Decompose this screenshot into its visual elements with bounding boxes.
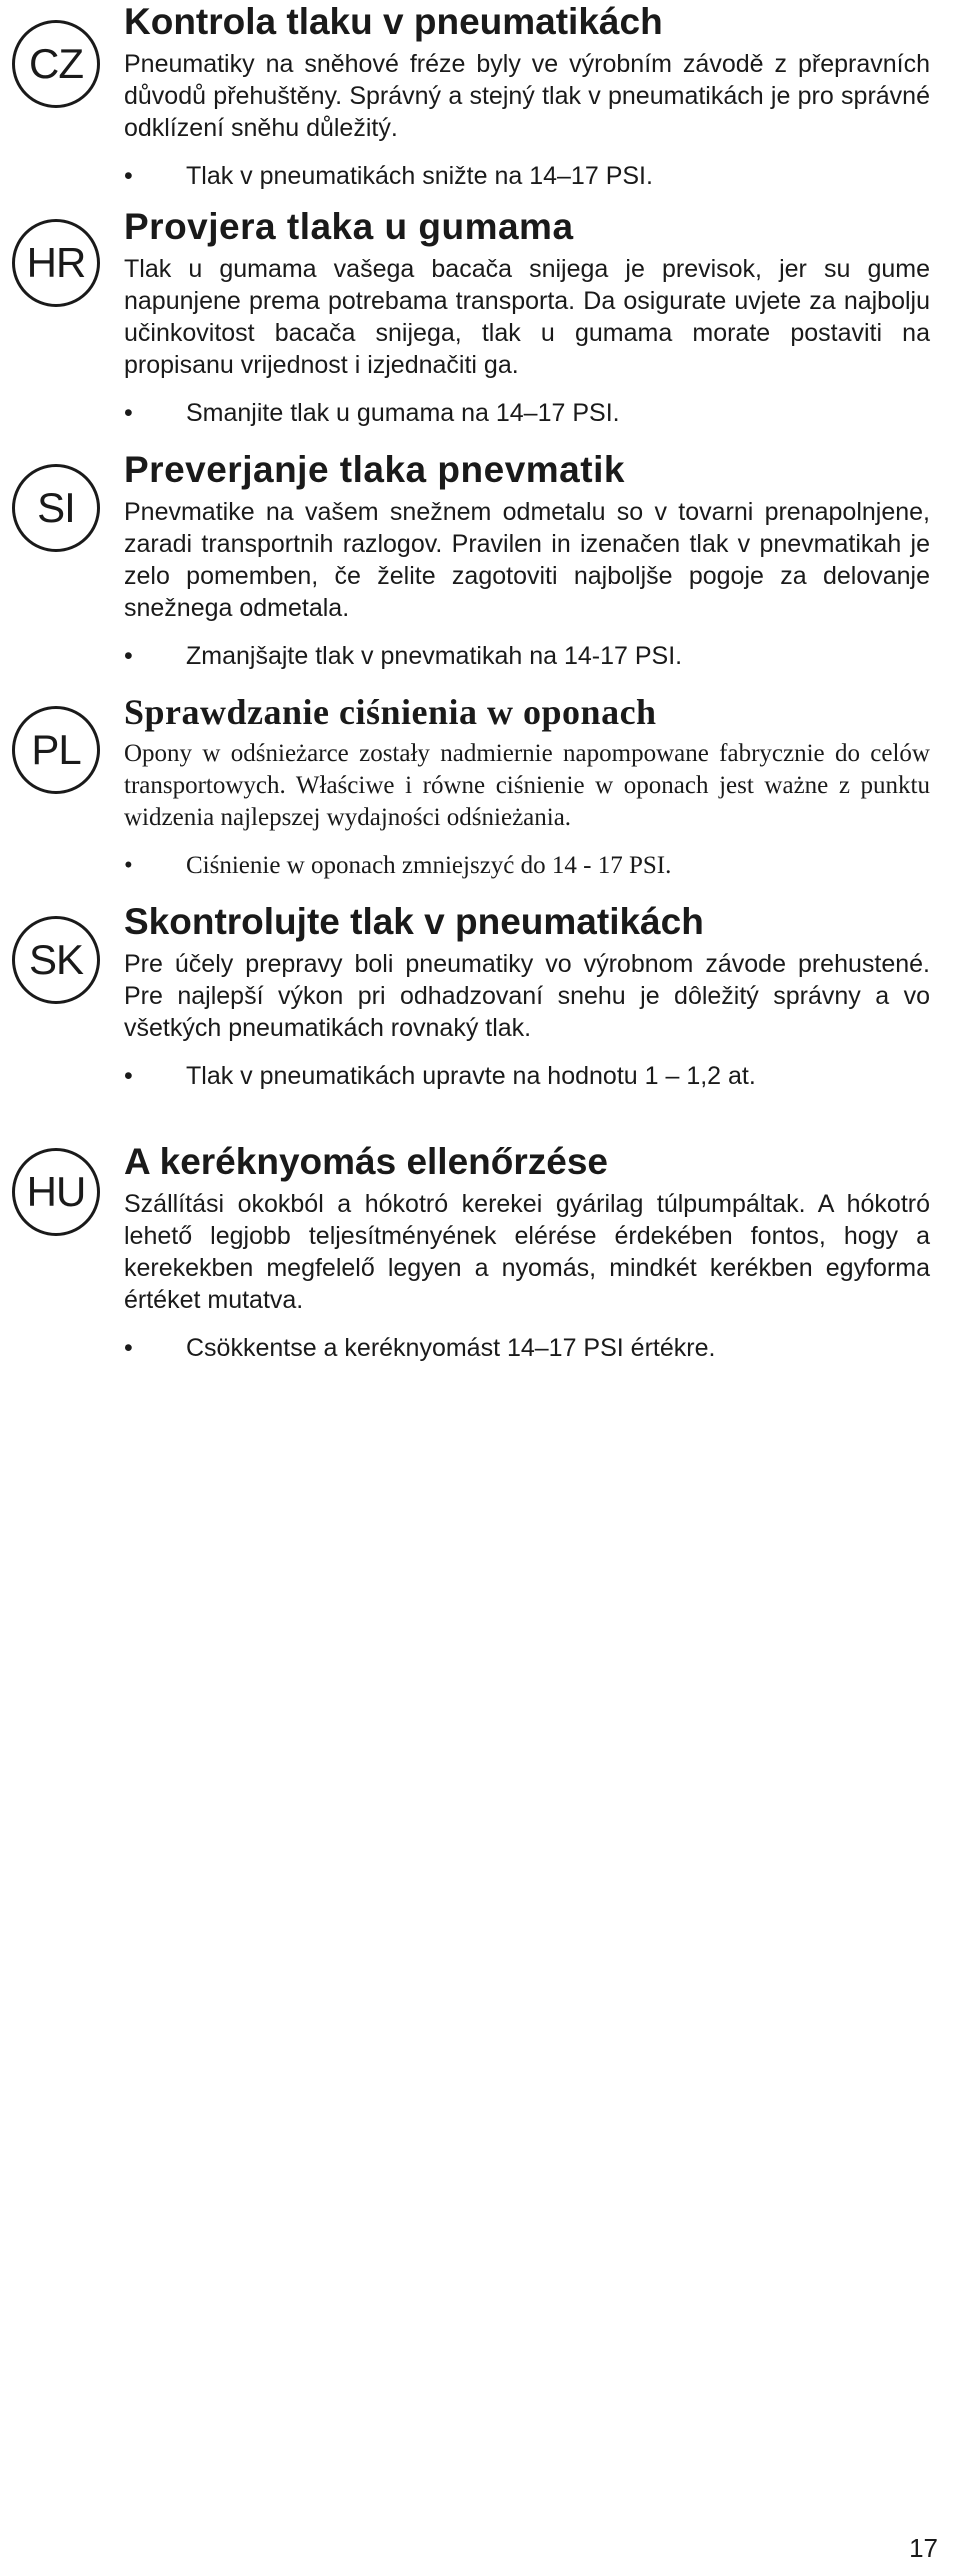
language-badge-hr: HR: [12, 219, 100, 307]
bullet-text: Tlak v pneumatikách snižte na 14–17 PSI.: [186, 162, 653, 190]
language-badge-hu: HU: [12, 1148, 100, 1236]
section-heading-pl: Sprawdzanie ciśnienia w oponach: [124, 692, 657, 732]
page-number: 17: [909, 2533, 938, 2563]
section-heading-si: Preverjanje tlaka pnevmatik: [124, 449, 625, 490]
bullet-icon: •: [124, 852, 133, 879]
section-bullet-hr: [124, 397, 930, 429]
bullet-icon: •: [124, 162, 133, 190]
section-paragraph-hu: Szállítási okokból a hókotró kerekei gyárilag túlpumpáltak. A hókotró lehető legjobb teljesítményének elérése érdekében fontos, hogy a kerekekben megfelelő legyen a nyomás, mindkét kerékben egyforma értéket mutatva.: [124, 1190, 930, 1314]
section-content-hu: [124, 1140, 930, 1364]
section-content-hr: [124, 205, 930, 429]
section-heading-sk: Skontrolujte tlak v pneumatikách: [124, 901, 704, 942]
section-paragraph-si: Pnevmatike na vašem snežnem odmetalu so v tovarni prenapolnjene, zaradi transportnih razlogov. Pravilen in izenačen tlak v pnevmatikah je zelo pomemben, če želite zagotoviti najboljše pogoje za delovanje snežnega odmetala.: [124, 498, 930, 622]
section-bullet-si: [124, 640, 930, 672]
bullet-icon: •: [124, 1334, 133, 1362]
section-bullet-pl: [124, 850, 930, 882]
language-badge-pl: PL: [12, 706, 100, 794]
section-content-si: [124, 448, 930, 672]
bullet-icon: •: [124, 1062, 133, 1090]
bullet-text: Zmanjšajte tlak v pnevmatikah na 14-17 PSI.: [186, 642, 683, 670]
section-bullet-sk: [124, 1060, 930, 1092]
section-paragraph-hr: Tlak u gumama vašega bacača snijega je previsok, jer su gume napunjene prema potrebama transporta. Da osigurate uvjete za najbolju učinkovitost bacača snijega, tlak u gumama morate postaviti na propisanu vrijednost i izjednačiti ga.: [124, 255, 930, 379]
bullet-text: Ciśnienie w oponach zmniejszyć do 14 - 17 PSI.: [186, 852, 672, 879]
bullet-text: Tlak v pneumatikách upravte na hodnotu 1 – 1,2 at.: [186, 1062, 756, 1090]
bullet-icon: •: [124, 642, 133, 670]
section-paragraph-sk: Pre účely prepravy boli pneumatiky vo výrobnom závode prehustené. Pre najlepší výkon pri odhadzovaní snehu je dôležitý správny a vo všetkých pneumatikách rovnaký tlak.: [124, 950, 930, 1042]
section-heading-cz: Kontrola tlaku v pneumatikách: [124, 1, 663, 42]
language-badge-si: SI: [12, 464, 100, 552]
section-content-sk: [124, 900, 930, 1092]
bullet-text: Csökkentse a keréknyomást 14–17 PSI értékre.: [186, 1334, 716, 1362]
language-badge-cz: CZ: [12, 20, 100, 108]
language-badge-sk: SK: [12, 916, 100, 1004]
section-bullet-hu: [124, 1332, 930, 1364]
section-heading-hr: Provjera tlaka u gumama: [124, 206, 574, 247]
section-content-cz: [124, 0, 930, 192]
bullet-text: Smanjite tlak u gumama na 14–17 PSI.: [186, 399, 620, 427]
section-bullet-cz: [124, 160, 930, 192]
section-content-pl: [124, 690, 930, 882]
bullet-icon: •: [124, 399, 133, 427]
section-paragraph-cz: Pneumatiky na sněhové fréze byly ve výrobním závodě z přepravních důvodů přehuštěny. Správný a stejný tlak v pneumatikách je pro správné odklízení sněhu důležitý.: [124, 50, 930, 142]
section-paragraph-pl: Opony w odśnieżarce zostały nadmiernie napompowane fabrycznie do celów transportowych. Właściwe i równe ciśnienie w oponach jest ważne z punktu widzenia najlepszej wydajności odśnieżania.: [124, 740, 930, 831]
section-heading-hu: A keréknyomás ellenőrzése: [124, 1141, 608, 1182]
